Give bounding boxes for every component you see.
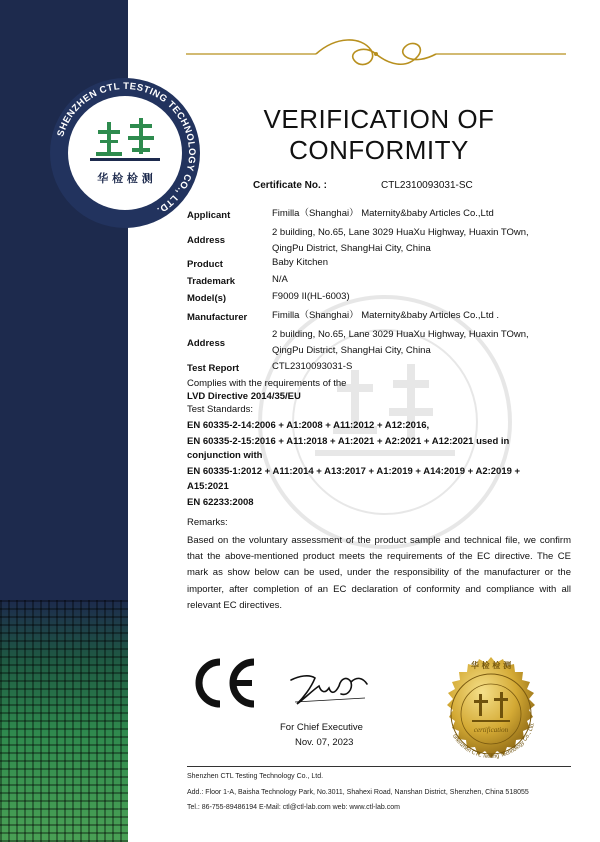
- certificate-number-row: [253, 180, 473, 191]
- for-chief-executive-label: For Chief Executive: [280, 722, 363, 733]
- ce-mark-icon: [190, 656, 260, 710]
- standard-line-5: A15:2021: [187, 481, 229, 492]
- remarks-text: Based on the voluntary assessment of the product sample and technical file, we confirm that the above-mentioned product meets the requirements of the EC directive. The CE mark as show below can be used, under the responsibility of the manufacturer or the importer, after completion of an EC declaration of conformity and compliance with all relevant EC directives.: [187, 535, 571, 611]
- manufacturer-value: Fimilla（Shanghai） Maternity&baby Articles Co.,Ltd .: [272, 310, 500, 321]
- certificate-number: CTL2310093031-SC: [381, 180, 473, 191]
- standard-line-1: EN 60335-2-14:2006 + A1:2008 + A11:2012 + A12:2016,: [187, 420, 430, 431]
- gold-seal-ring-text: Shenzhen CTL Testing Technology Co., Ltd.: [450, 721, 537, 761]
- trademark-value: N/A: [272, 274, 288, 285]
- applicant-label: Applicant: [187, 210, 231, 221]
- footer-address: Add.: Floor 1-A, Baisha Technology Park, No.3011, Shahexi Road, Nanshan District, Shenzhen, China 518055: [187, 789, 529, 796]
- title-line-2: CONFORMITY: [289, 135, 469, 165]
- applicant-value: Fimilla（Shanghai） Maternity&baby Articles Co.,Ltd: [272, 208, 494, 219]
- gold-seal-icon: [432, 648, 550, 766]
- applicant-address-line-1: 2 building, No.65, Lane 3029 HuaXu Highway, Huaxin TOwn,: [272, 227, 529, 238]
- applicant-address-line-2: QingPu District, ShangHai City, China: [272, 243, 431, 254]
- signoff-date: Nov. 07, 2023: [295, 737, 354, 748]
- standard-line-2: EN 60335-2-15:2016 + A11:2018 + A1:2021 + A2:2021 + A12:2021 used in: [187, 436, 510, 447]
- company-seal-badge: [50, 78, 200, 228]
- footer-divider: [187, 766, 571, 767]
- remarks-label: Remarks:: [187, 517, 228, 528]
- test-standards-label: Test Standards:: [187, 404, 254, 415]
- title-line-1: VERIFICATION OF: [263, 104, 495, 134]
- directive-name: LVD Directive 2014/35/EU: [187, 391, 301, 402]
- certificate-label: Certificate No. :: [253, 180, 327, 191]
- document-title: [180, 104, 578, 166]
- gold-seal-middle-text: certification: [473, 726, 509, 734]
- model-label: Model(s): [187, 293, 227, 304]
- ctl-logo-icon: [90, 118, 160, 161]
- gold-seal-top-text: 华 检 检 测: [470, 661, 512, 670]
- signature-icon: [285, 668, 375, 708]
- product-value: Baby Kitchen: [272, 257, 328, 268]
- model-value: F9009 II(HL-6003): [272, 291, 350, 302]
- test-report-label: Test Report: [187, 363, 240, 374]
- seal-chinese-text: 华 检 检 测: [97, 172, 153, 185]
- manufacturer-address-line-2: QingPu District, ShangHai City, China: [272, 345, 431, 356]
- test-report-value: CTL2310093031-S: [272, 361, 353, 372]
- svg-text:SHENZHEN CTL TESTING TECHNOLOG: SHENZHEN CTL TESTING TECHNOLOGY CO., LTD.: [55, 80, 198, 216]
- standard-line-6: EN 62233:2008: [187, 497, 254, 508]
- product-label: Product: [187, 259, 223, 270]
- standard-line-3: conjunction with: [187, 450, 263, 461]
- trademark-label: Trademark: [187, 276, 236, 287]
- compliance-intro: Complies with the requirements of the: [187, 378, 347, 389]
- manufacturer-address-line-1: 2 building, No.65, Lane 3029 HuaXu Highway, Huaxin TOwn,: [272, 329, 529, 340]
- sidebar-weave-pattern: [0, 600, 128, 842]
- manufacturer-label: Manufacturer: [187, 312, 248, 323]
- manufacturer-address-label: Address: [187, 338, 226, 349]
- footer-contact: Tel.: 86-755-89486194 E-Mail: ctl@ctl-lab.com web: www.ctl-lab.com: [187, 804, 400, 811]
- footer-company: Shenzhen CTL Testing Technology Co., Ltd.: [187, 773, 324, 780]
- seal-ring-text: [50, 78, 200, 228]
- header-flourish-ornament: [186, 32, 566, 76]
- standard-line-4: EN 60335-1:2012 + A11:2014 + A13:2017 + A1:2019 + A14:2019 + A2:2019 +: [187, 466, 521, 477]
- applicant-address-label: Address: [187, 235, 226, 246]
